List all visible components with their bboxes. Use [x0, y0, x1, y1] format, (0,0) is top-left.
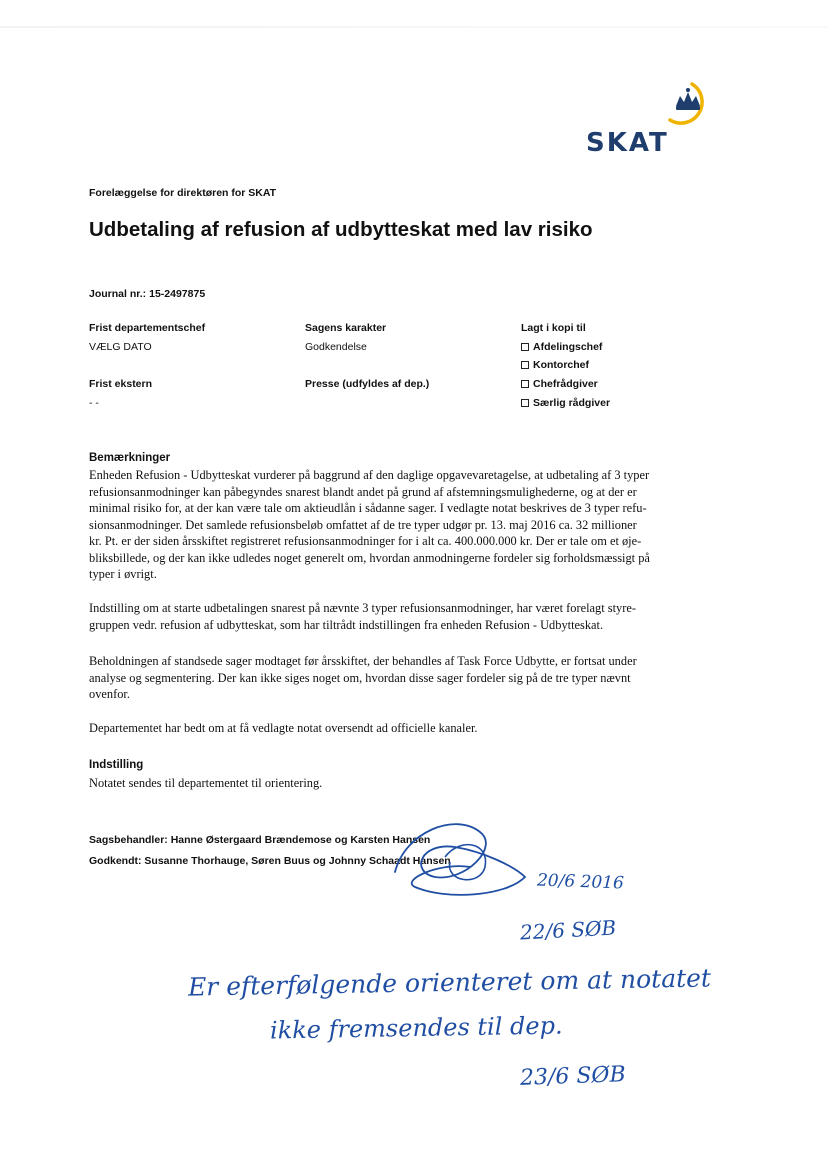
text-line: refusionsanmodninger kan påbegyndes snarest blandt andet på grund af afstemningsmulighederne, og at der er [89, 484, 637, 499]
checkbox-kontorchef[interactable] [521, 361, 529, 369]
sagens-karakter-label: Sagens karakter [305, 322, 387, 334]
handwritten-signature-icon [385, 812, 545, 902]
frist-ekstern-label: Frist ekstern [89, 378, 153, 390]
sagens-karakter-value: Godkendelse [305, 341, 367, 353]
checkbox-afdelingschef[interactable] [521, 343, 529, 351]
handwritten-note-line-1: Er efterfølgende orienteret om at notatet [187, 963, 712, 1002]
skat-logo-text: SKAT [586, 128, 669, 158]
remarks-paragraph-2 [89, 600, 739, 633]
text-line: ovenfor. [89, 687, 130, 701]
kopi-item-label: Kontorchef [533, 359, 589, 371]
remarks-paragraph-1 [89, 467, 739, 583]
text-line: minimal risiko for, at der kan være tale om aktieudlån i sådanne sager. I vedlagte notat beskrives de 3 typer refu- [89, 501, 647, 515]
kopi-item[interactable] [521, 359, 589, 371]
approved-line: Godkendt: Susanne Thorhauge, Søren Buus og Johnny Schaadt Hansen [89, 855, 451, 867]
checkbox-saerlig-raadgiver[interactable] [521, 399, 529, 407]
handwritten-date-3: 23/6 SØB [519, 1062, 627, 1091]
text-line: analyse og segmentering. Der kan ikke siges noget om, hvordan disse sager fordeler sig på de tre typer nævnt [89, 670, 631, 685]
presse-label: Presse (udfyldes af dep.) [305, 378, 430, 390]
kopi-item[interactable] [521, 341, 602, 353]
caseworker-line: Sagsbehandler: Hanne Østergaard Brændemose og Karsten Hansen [89, 834, 431, 846]
text-line: kr. Pt. er der siden årsskiftet registreret refusionsanmodninger for i alt ca. 400.000.000 kr. Der er tale om et øje- [89, 534, 642, 548]
frist-departementschef-value: VÆLG DATO [89, 341, 152, 353]
text-line: Indstilling om at starte udbetalingen snarest på nævnte 3 typer refusionsanmodninger, har været forelagt styre- [89, 601, 636, 615]
text-line: bliksbillede, og der kan ikke udledes noget generelt om, hvordan anmodningerne fordeler sig forholdsmæssigt på [89, 550, 650, 565]
journal-value: 15-2497875 [149, 288, 206, 300]
recommendation-text: Notatet sendes til departementet til orientering. [89, 776, 323, 790]
remarks-heading: Bemærkninger [89, 452, 171, 464]
recommendation-heading: Indstilling [89, 759, 144, 771]
journal-label: Journal nr.: [89, 288, 147, 300]
frist-ekstern-value: - - [89, 397, 99, 409]
kopi-item[interactable] [521, 397, 610, 409]
kopi-item-label: Chefrådgiver [533, 378, 598, 390]
text-line: gruppen vedr. refusion af udbytteskat, som har tiltrådt indstillingen fra enheden Refusion - Udbytteskat. [89, 617, 604, 632]
document-subtitle: Forelæggelse for direktøren for SKAT [89, 187, 277, 199]
kopi-label: Lagt i kopi til [521, 322, 586, 334]
handwritten-date-2: 22/6 SØB [519, 915, 617, 945]
frist-departementschef-label: Frist departementschef [89, 322, 206, 334]
document-title: Udbetaling af refusion af udbytteskat med lav risiko [89, 218, 593, 241]
remarks-paragraph-3 [89, 653, 739, 703]
checkbox-chefraadgiver[interactable] [521, 380, 529, 388]
scan-edge-line [0, 26, 828, 28]
text-line: Enheden Refusion - Udbytteskat vurderer på baggrund af den daglige opgavevaretagelse, at udbetaling af 3 typer [89, 468, 650, 482]
remarks-paragraph-4: Departementet har bedt om at få vedlagte notat oversendt ad officielle kanaler. [89, 721, 478, 735]
kopi-item[interactable] [521, 378, 598, 390]
handwritten-note-line-2: ikke fremsendes til dep. [269, 1011, 563, 1045]
kopi-item-label: Afdelingschef [533, 341, 603, 353]
text-line: sionsanmodninger. Det samlede refusionsbeløb omfattet af de tre typer udgør pr. 13. maj 2016 ca. 32 millioner [89, 517, 637, 532]
text-line: typer i øvrigt. [89, 567, 157, 581]
text-line: Beholdningen af standsede sager modtaget før årsskiftet, der behandles af Task Force Udbytte, er fortsat under [89, 654, 637, 668]
handwritten-date-1: 20/6 2016 [536, 870, 625, 894]
journal-number [89, 288, 205, 300]
crown-logo-icon [662, 80, 714, 128]
kopi-item-label: Særlig rådgiver [533, 397, 611, 409]
